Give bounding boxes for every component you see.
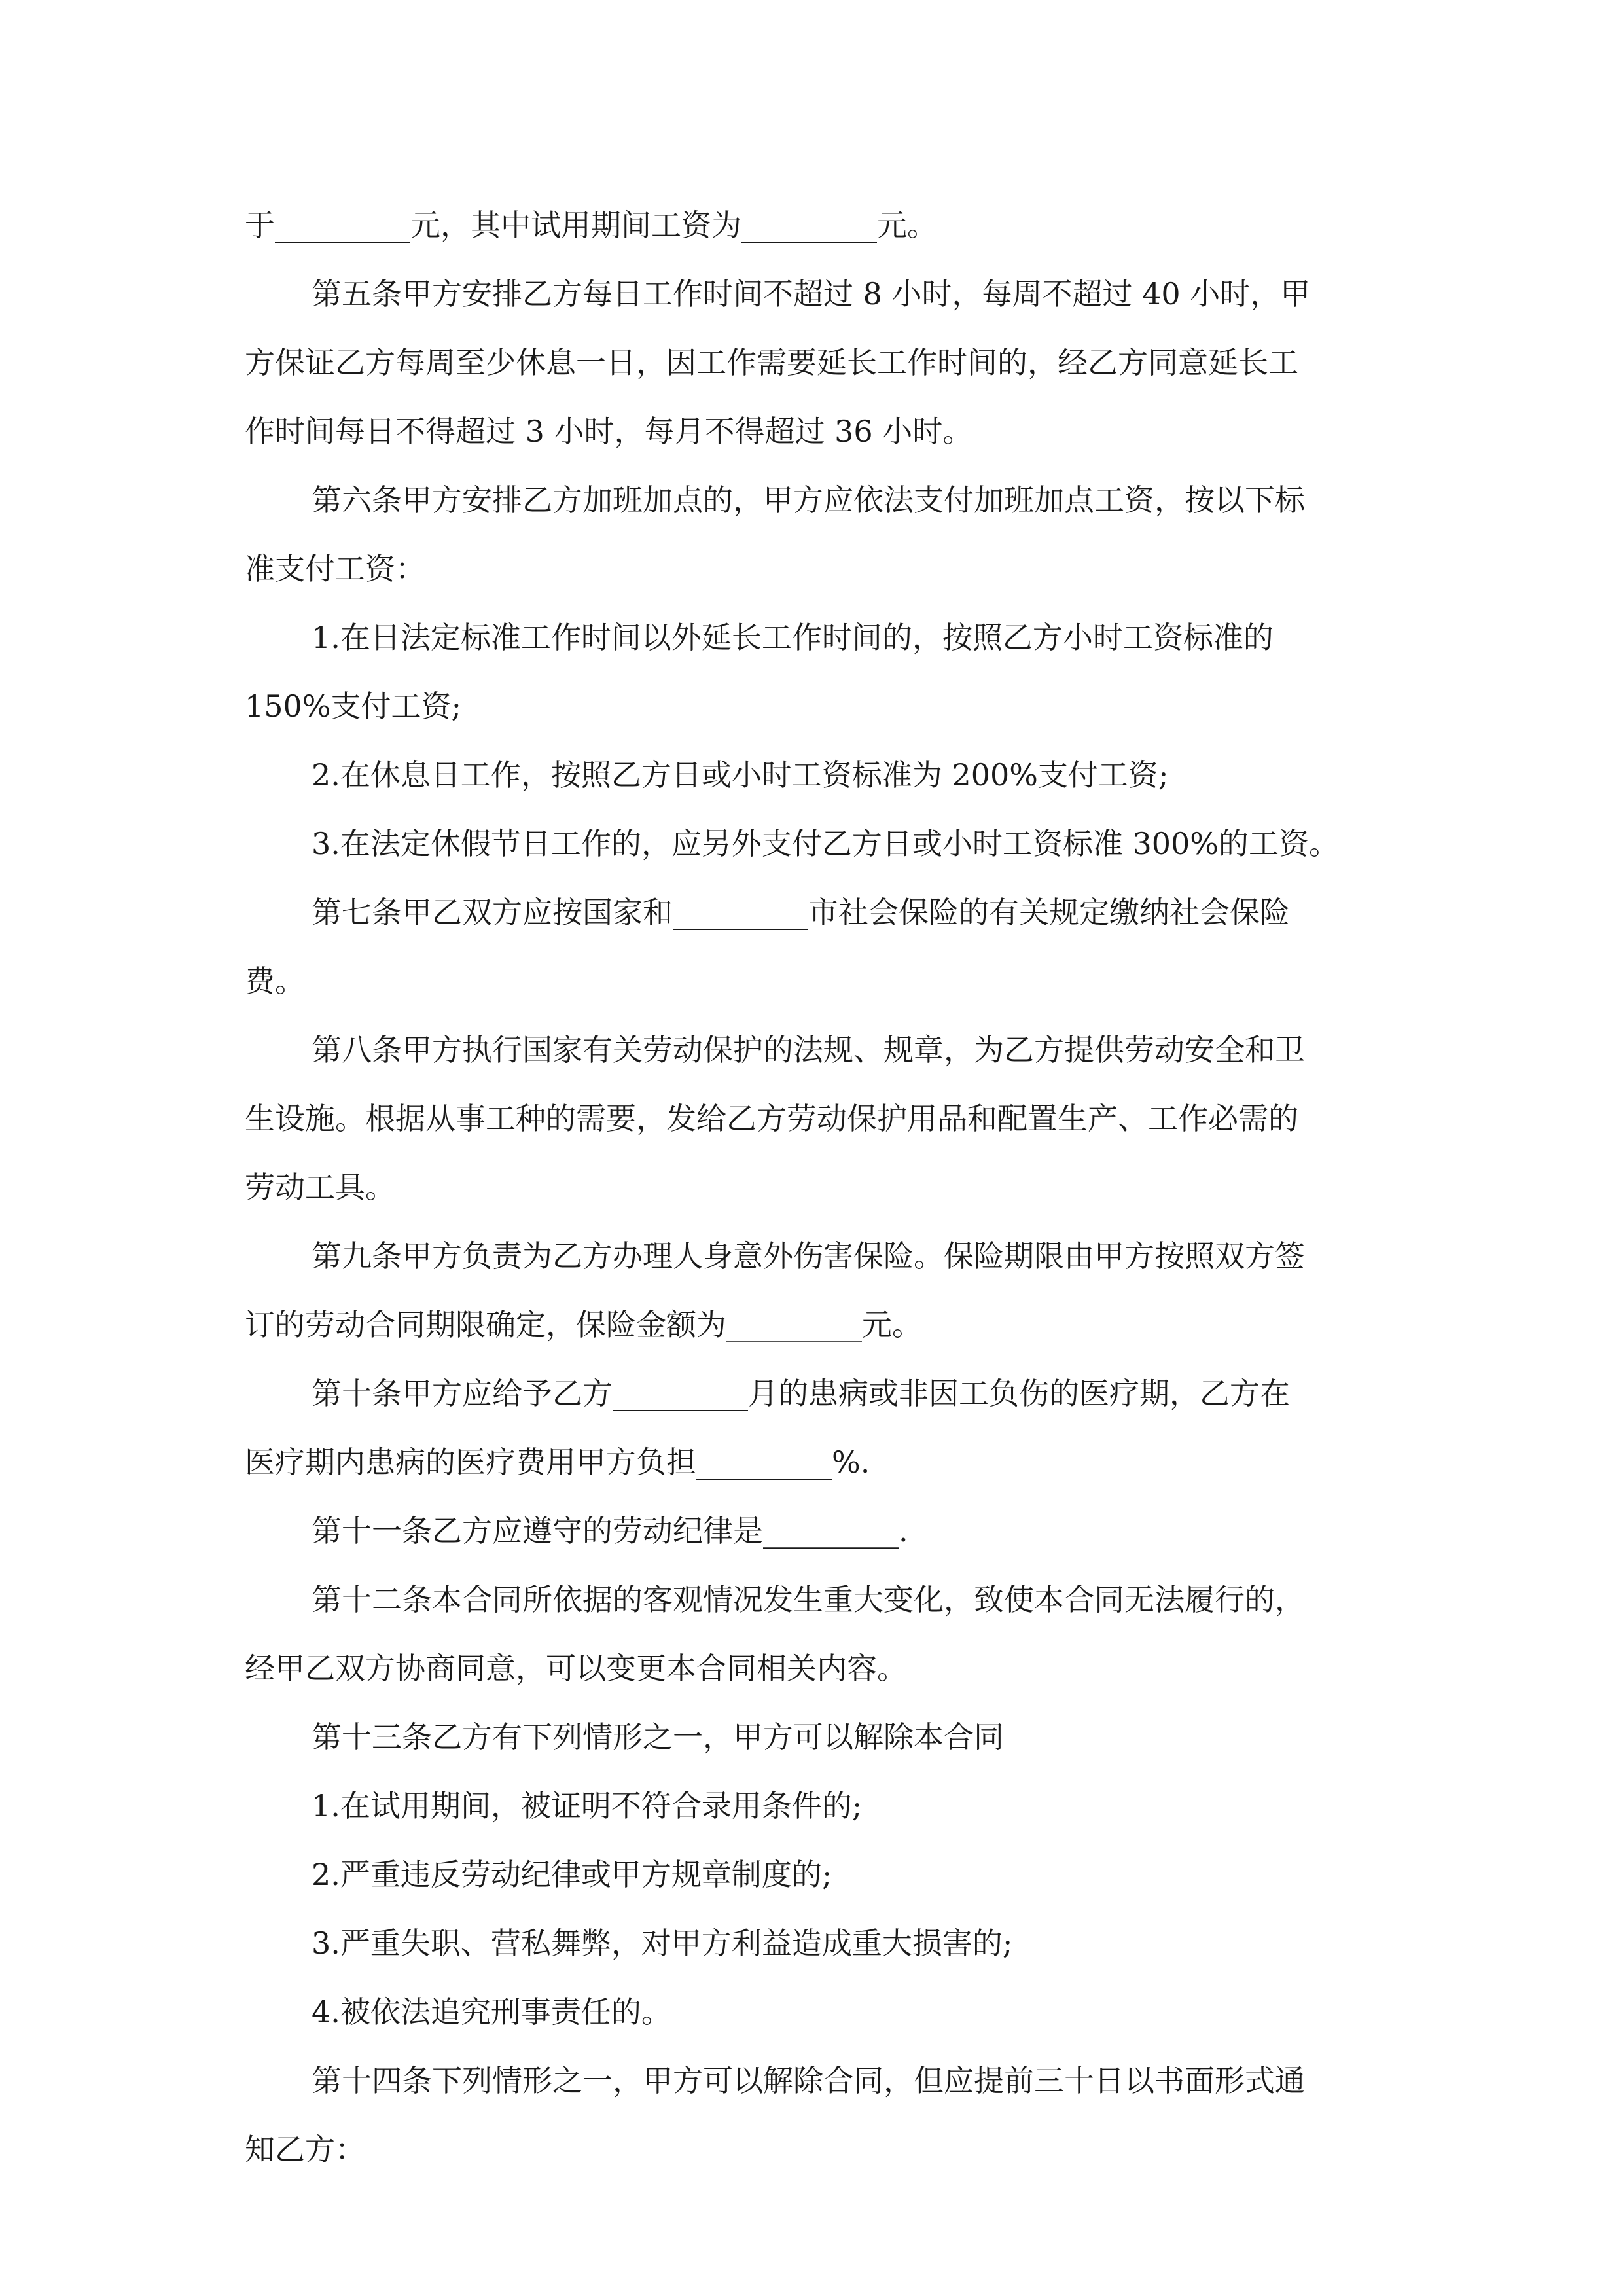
text-line: 医疗期内患病的医疗费用甲方负担_________%. — [245, 1444, 870, 1480]
text-line: 订的劳动合同期限确定，保险金额为_________元。 — [245, 1307, 922, 1342]
text-line: 知乙方： — [245, 2132, 365, 2167]
text-line: 3.在法定休假节日工作的，应另外支付乙方日或小时工资标准 300%的工资。 — [312, 826, 1340, 861]
text-line: 3.严重失职、营私舞弊，对甲方利益造成重大损害的; — [312, 1926, 1013, 1961]
text-line: 第十二条本合同所依据的客观情况发生重大变化，致使本合同无法履行的， — [312, 1582, 1305, 1617]
text-line: 4.被依法追究刑事责任的。 — [312, 1994, 671, 2030]
text-line: 150%支付工资; — [245, 689, 462, 724]
text-line: 费。 — [245, 963, 305, 999]
text-line: 第十三条乙方有下列情形之一，甲方可以解除本合同 — [312, 1719, 1004, 1755]
text-line: 第十四条下列情形之一，甲方可以解除合同，但应提前三十日以书面形式通 — [312, 2063, 1305, 2098]
text-line: 2.在休息日工作，按照乙方日或小时工资标准为 200%支付工资; — [312, 757, 1169, 793]
text-line: 第七条甲乙双方应按国家和_________市社会保险的有关规定缴纳社会保险 — [312, 895, 1290, 930]
text-line: 生设施。根据从事工种的需要，发给乙方劳动保护用品和配置生产、工作必需的 — [245, 1101, 1298, 1136]
text-line: 第十条甲方应给予乙方_________月的患病或非因工负伤的医疗期，乙方在 — [312, 1376, 1290, 1411]
text-line: 第八条甲方执行国家有关劳动保护的法规、规章，为乙方提供劳动安全和卫 — [312, 1032, 1305, 1067]
text-line: 第五条甲方安排乙方每日工作时间不超过 8 小时，每周不超过 40 小时，甲 — [312, 276, 1311, 312]
contract-body — [245, 191, 1378, 2184]
text-line: 经甲乙双方协商同意，可以变更本合同相关内容。 — [245, 1651, 907, 1686]
text-line: 于_________元，其中试用期间工资为_________元。 — [245, 207, 937, 243]
text-line: 2.严重违反劳动纪律或甲方规章制度的; — [312, 1857, 832, 1892]
text-line: 劳动工具。 — [245, 1170, 395, 1205]
text-line: 第六条甲方安排乙方加班加点的，甲方应依法支付加班加点工资，按以下标 — [312, 482, 1305, 518]
text-line: 作时间每日不得超过 3 小时，每月不得超过 36 小时。 — [245, 414, 973, 449]
text-line: 准支付工资： — [245, 551, 425, 586]
text-line: 1.在试用期间，被证明不符合录用条件的; — [312, 1788, 863, 1823]
text-line: 第九条甲方负责为乙方办理人身意外伤害保险。保险期限由甲方按照双方签 — [312, 1238, 1305, 1274]
text-line: 1.在日法定标准工作时间以外延长工作时间的，按照乙方小时工资标准的 — [312, 620, 1274, 655]
text-line: 方保证乙方每周至少休息一日，因工作需要延长工作时间的，经乙方同意延长工 — [245, 345, 1298, 380]
text-line: 第十一条乙方应遵守的劳动纪律是_________. — [312, 1513, 908, 1549]
